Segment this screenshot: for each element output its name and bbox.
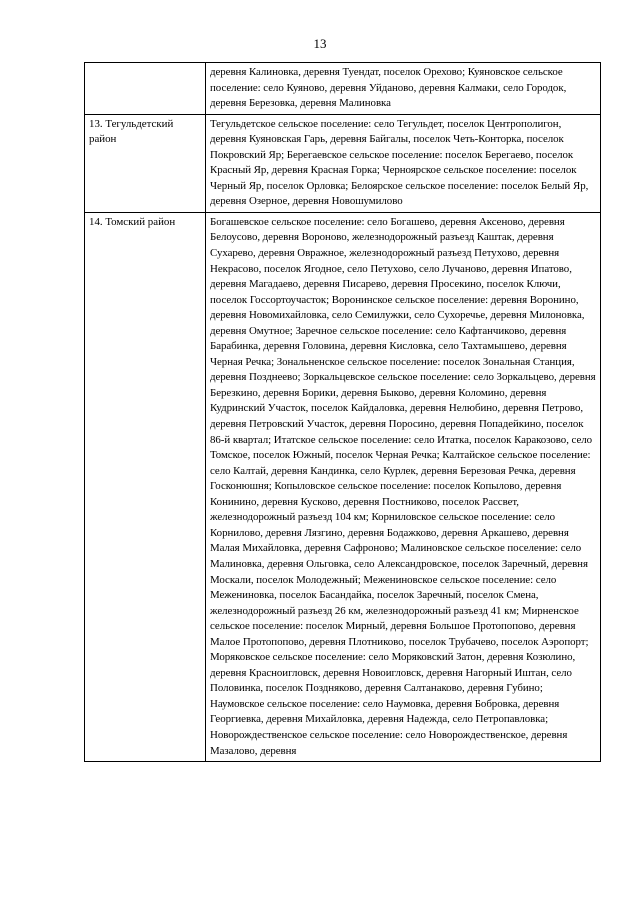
table-row xyxy=(85,212,601,761)
district-name: 13. Тегульдетский район xyxy=(89,117,174,146)
settlements-text: деревня Калиновка, деревня Туендат, поселок Орехово; Куяновское сельское поселение: село Куяново, деревня Уйданово, деревня Калмаки, село Городок, деревня Березовка, деревня Малиновка xyxy=(210,66,567,110)
district-cell xyxy=(85,63,206,115)
district-cell xyxy=(85,114,206,212)
settlements-cell xyxy=(206,63,601,115)
table-row xyxy=(85,114,601,212)
settlements-cell xyxy=(206,114,601,212)
district-cell xyxy=(85,212,206,761)
settlements-table xyxy=(84,62,601,762)
district-name: 14. Томский район xyxy=(89,215,176,228)
table-row xyxy=(85,63,601,115)
page-number: 13 xyxy=(313,36,327,51)
settlements-cell xyxy=(206,212,601,761)
settlements-text: Тегульдетское сельское поселение: село Тегульдет, поселок Центрополигон, деревня Куяновская Гарь, деревня Байгалы, поселок Четь-Конторка, поселок Покровский Яр; Берегаевское сельское поселение: поселок Берегаево, поселок Красный Яр, деревня Красная Горка; Черноярское сельское поселение: поселок Черный Яр, поселок Орловка; Белоярское сельское поселение: поселок Белый Яр, деревня Озерное, деревня Новошумилово xyxy=(210,117,589,208)
settlements-text: Богашевское сельское поселение: село Богашево, деревня Аксеново, деревня Белоусово, деревня Вороново, железнодорожный разъезд Каштак, деревня Сухарево, деревня Овражное, железнодорожный разъезд Петухово, деревня Некрасово, поселок Ягодное, село Петухово, село Лучаново, деревня Ипатово, деревня Магадаево, деревня Писарево, деревня Просекино, поселок Ключи, поселок Госсортоучасток; Воронинское сельское поселение: деревня Воронино, деревня Новомихайловка, село Семилужки, село Сухоречье, деревня Милоновка, деревня Омутное; Заречное сельское поселение: село Кафтанчиково, деревня Барабинка, деревня Головина, деревня Кисловка, село Тахтамышево, деревня Черная Речка; Зональненское сельское поселение: поселок Зональная Станция, деревня Позднеево; Зоркальцевское сельское поселение: село Зоркальцево, деревня Березкино, деревня Борики, деревня Быково, деревня Коломино, деревня Кудринский Участок, поселок Кайдаловка, деревня Нелюбино, деревня Петрово, деревня Петровский Участок, деревня Поросино, деревня Попадейкино, поселок 86-й квартал; Итатское сельское поселение: село Итатка, поселок Каракозово, село Томское, поселок Южный, поселок Черная Речка; Калтайское сельское поселение: село Калтай, деревня Кандинка, село Курлек, деревня Березовая Речка, деревня Госконюшня; Копыловское сельское поселение: поселок Копылово, деревня Конинино, деревня Кусково, деревня Постниково, поселок Рассвет, железнодорожный разъезд 104 км; Корниловское сельское поселение: село Корнилово, деревня Лязгино, деревня Бодажково, деревня Аркашево, деревня Малая Михайловка, деревня Сафроново; Малиновское сельское поселение: село Малиновка, деревня Ольговка, село Александровское, поселок Заречный, деревня Москали, поселок Молодежный; Межениновское сельское поселение: село Межениновка, поселок Басандайка, поселок Заречный, поселок Смена, железнодорожный разъезд 26 км, железнодорожный разъезд 41 км; Мирненское сельское поселение: поселок Мирный, деревня Большое Протопопово, деревня Малое Протопопово, деревня Плотниково, поселок Трубачево, поселок Аэропорт; Моряковское сельское поселение: село Моряковский Затон, деревня Козюлино, деревня Красноигловск, деревня Новоигловск, деревня Нагорный Иштан, село Половинка, поселок Поздняково, деревня Салтанаково, деревня Губино; Наумовское сельское поселение: село Наумовка, деревня Бобровка, деревня Георгиевка, деревня Михайловка, деревня Надежда, село Петропавловка; Новорождественское сельское поселение: село Новорождественское, деревня Мазалово, деревня xyxy=(210,215,596,757)
